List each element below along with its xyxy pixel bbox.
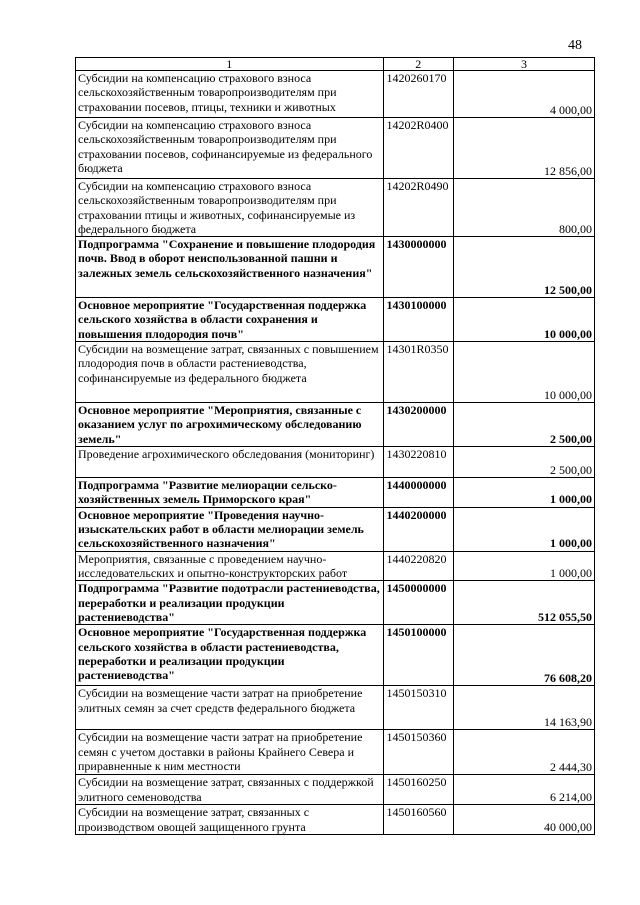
row-amount-cell: 1 000,00 — [454, 478, 595, 508]
row-amount-cell: 14 163,90 — [454, 686, 595, 730]
row-code-cell: 1430220810 — [383, 447, 453, 478]
table-row — [76, 625, 595, 686]
table-row — [76, 179, 595, 237]
row-name-cell: Субсидии на возмещение затрат, связанных с повышением плодородия почв в области растениеводства, софинансируемые из федерального бюджета — [76, 342, 384, 403]
row-name-cell: Субсидии на возмещение затрат, связанных с производством овощей защищенного грунта — [76, 805, 384, 835]
row-amount-cell: 10 000,00 — [454, 298, 595, 342]
row-name-cell: Подпрограмма "Развитие подотрасли растениеводства, переработки и реализации продукции растениеводства" — [76, 581, 384, 625]
table-row — [76, 730, 595, 775]
row-code-cell: 1450150310 — [383, 686, 453, 730]
row-name-cell: Подпрограмма "Сохранение и повышение плодородия почв. Ввод в оборот неиспользованной пашни и залежных земель сельскохозяйственного назначения" — [76, 237, 384, 298]
row-code-cell: 1420260170 — [383, 71, 453, 118]
table-row — [76, 551, 595, 581]
table-row — [76, 118, 595, 179]
table-row — [76, 237, 595, 298]
row-amount-cell: 40 000,00 — [454, 805, 595, 835]
budget-table — [75, 57, 595, 835]
row-name-cell: Субсидии на возмещение части затрат на приобретение элитных семян за счет средств федерального бюджета — [76, 686, 384, 730]
row-code-cell: 14301R0350 — [383, 342, 453, 403]
row-name-cell: Основное мероприятие "Проведения научно-изыскательских работ в области мелиорации земель сельскохозяйственного назначения" — [76, 507, 384, 551]
column-header-1: 1 — [76, 58, 384, 71]
table-row — [76, 298, 595, 342]
table-row — [76, 71, 595, 118]
row-amount-cell: 76 608,20 — [454, 625, 595, 686]
table-header-row — [76, 58, 595, 71]
table-row — [76, 686, 595, 730]
table-row — [76, 581, 595, 625]
row-code-cell: 1440000000 — [383, 478, 453, 508]
table-row — [76, 342, 595, 403]
row-amount-cell: 4 000,00 — [454, 71, 595, 118]
page-number: 48 — [568, 38, 582, 53]
row-code-cell: 1450000000 — [383, 581, 453, 625]
table-row — [76, 447, 595, 478]
row-amount-cell: 1 000,00 — [454, 551, 595, 581]
row-amount-cell: 12 856,00 — [454, 118, 595, 179]
row-code-cell: 1450160560 — [383, 805, 453, 835]
row-name-cell: Субсидии на возмещение затрат, связанных с поддержкой элитного семеноводства — [76, 775, 384, 805]
row-name-cell: Основное мероприятие "Государственная поддержка сельского хозяйства в области растениеводства, переработки и реализации продукции растениеводства" — [76, 625, 384, 686]
column-header-2: 2 — [383, 58, 453, 71]
row-amount-cell: 1 000,00 — [454, 507, 595, 551]
row-amount-cell: 800,00 — [454, 179, 595, 237]
row-code-cell: 1440200000 — [383, 507, 453, 551]
table-row — [76, 478, 595, 508]
table-row — [76, 805, 595, 835]
row-amount-cell: 6 214,00 — [454, 775, 595, 805]
row-amount-cell: 2 444,30 — [454, 730, 595, 775]
column-header-3: 3 — [454, 58, 595, 71]
row-amount-cell: 512 055,50 — [454, 581, 595, 625]
row-code-cell: 14202R0400 — [383, 118, 453, 179]
row-name-cell: Субсидии на возмещение части затрат на приобретение семян с учетом доставки в районы Крайнего Севера и приравненные к ним местности — [76, 730, 384, 775]
row-name-cell: Субсидии на компенсацию страхового взноса сельскохозяйственным товаропроизводителям при страховании посевов, софинансируемые из федерального бюджета — [76, 118, 384, 179]
table-body — [76, 71, 595, 835]
row-code-cell: 1430100000 — [383, 298, 453, 342]
row-code-cell: 1430200000 — [383, 403, 453, 447]
row-code-cell: 1450160250 — [383, 775, 453, 805]
row-name-cell: Проведение агрохимического обследования (мониторинг) — [76, 447, 384, 478]
row-amount-cell: 12 500,00 — [454, 237, 595, 298]
row-code-cell: 1450100000 — [383, 625, 453, 686]
row-name-cell: Субсидии на компенсацию страхового взноса сельскохозяйственным товаропроизводителям при страховании птицы и животных, софинансируемые из федерального бюджета — [76, 179, 384, 237]
row-name-cell: Основное мероприятие "Государственная поддержка сельского хозяйства в области сохранения и повышения плодородия почв" — [76, 298, 384, 342]
table-row — [76, 403, 595, 447]
table-row — [76, 775, 595, 805]
row-code-cell: 1450150360 — [383, 730, 453, 775]
row-amount-cell: 10 000,00 — [454, 342, 595, 403]
row-amount-cell: 2 500,00 — [454, 403, 595, 447]
row-code-cell: 1430000000 — [383, 237, 453, 298]
row-name-cell: Мероприятия, связанные с проведением научно-исследовательских и опытно-конструкторских работ — [76, 551, 384, 581]
row-name-cell: Основное мероприятие "Мероприятия, связанные с оказанием услуг по агрохимическому обследованию земель" — [76, 403, 384, 447]
row-name-cell: Подпрограмма "Развитие мелиорации сельско-хозяйственных земель Приморского края" — [76, 478, 384, 508]
row-name-cell: Субсидии на компенсацию страхового взноса сельскохозяйственным товаропроизводителям при страховании посевов, птицы, техники и животных — [76, 71, 384, 118]
row-code-cell: 1440220820 — [383, 551, 453, 581]
row-amount-cell: 2 500,00 — [454, 447, 595, 478]
row-code-cell: 14202R0490 — [383, 179, 453, 237]
table-row — [76, 507, 595, 551]
